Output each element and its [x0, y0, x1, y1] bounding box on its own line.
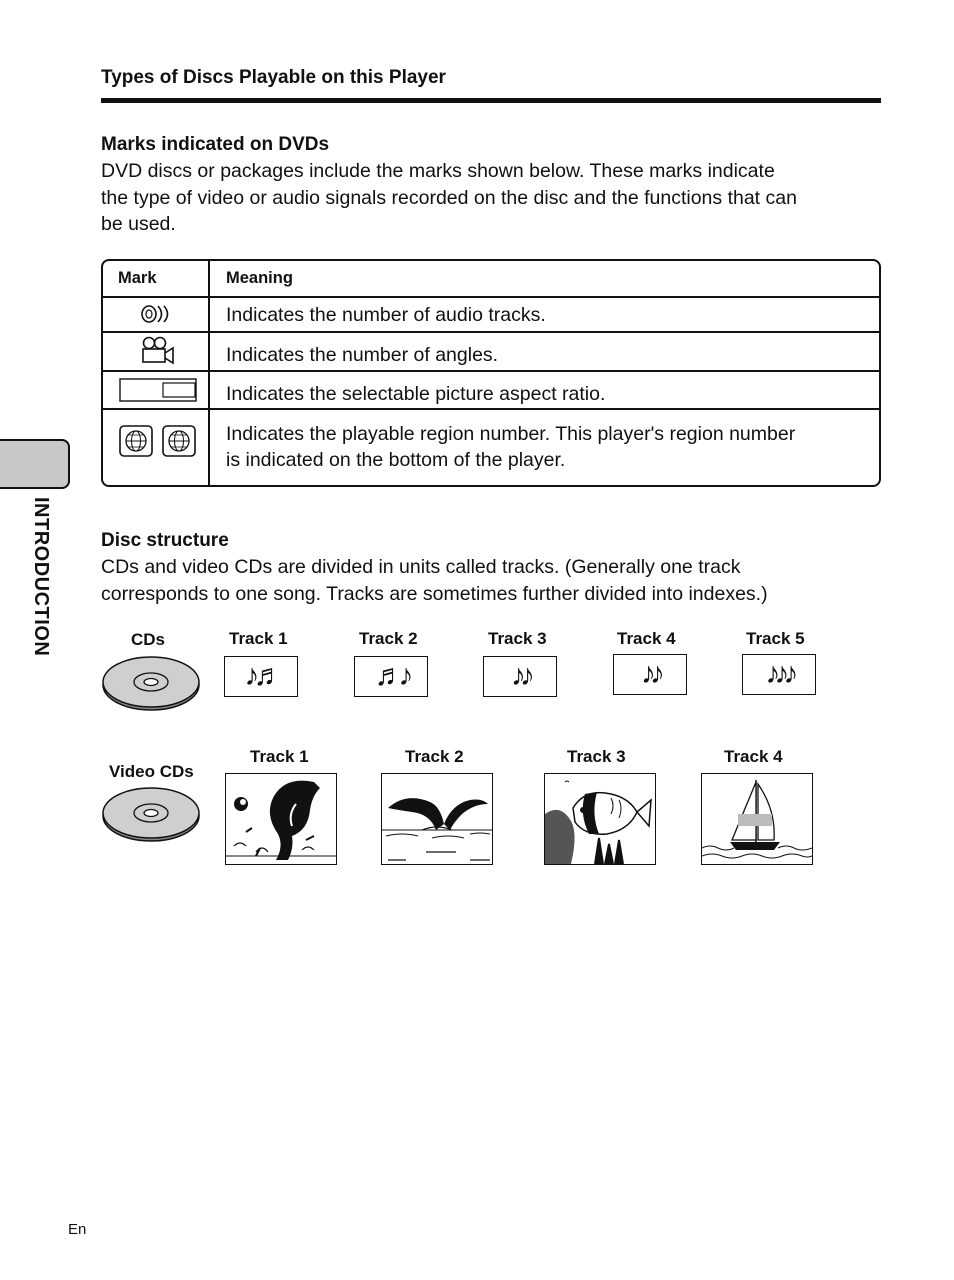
meaning-audio-tracks: Indicates the number of audio tracks.: [226, 304, 546, 326]
marks-intro: [101, 158, 891, 238]
meaning-angles: Indicates the number of angles.: [226, 344, 499, 366]
page-language: En: [68, 1221, 87, 1238]
fish-picture: [544, 773, 656, 865]
meaning-aspect-ratio: Indicates the selectable picture aspect ratio.: [226, 383, 606, 405]
side-tab: [0, 439, 70, 489]
music-notes-icon: ♪♪♪: [765, 657, 793, 690]
cd-track-box: [483, 656, 557, 697]
video-track-label: Track 3: [567, 747, 626, 766]
disc-structure-heading: Disc structure: [101, 530, 229, 551]
video-track-label: Track 2: [405, 747, 464, 766]
table-divider: [103, 331, 879, 333]
meaning-region-line: Indicates the playable region number. This player's region number: [226, 423, 796, 445]
music-notes-icon: ♬♪: [374, 659, 408, 692]
whale-tail-picture: [381, 773, 493, 865]
table-divider: [103, 370, 879, 372]
cd-track-label: Track 3: [488, 629, 547, 648]
marks-table: [101, 259, 881, 487]
cd-track-box: [613, 654, 687, 695]
disc-structure-intro: [101, 554, 891, 607]
meaning-region: [226, 421, 795, 473]
cd-disc-icon: [101, 655, 201, 716]
video-track-label: Track 1: [250, 747, 309, 766]
video-cd-disc-icon: [101, 786, 201, 847]
cd-track-label: Track 5: [746, 629, 805, 648]
sailboat-picture: [701, 773, 813, 865]
music-notes-icon: ♪♪: [511, 659, 529, 692]
marks-intro-line: DVD discs or packages include the marks shown below. These marks indicate: [101, 160, 775, 182]
title-rule: [101, 98, 881, 103]
cd-track-label: Track 1: [229, 629, 288, 648]
disc-structure-intro-line: corresponds to one song. Tracks are sometimes further divided into indexes.): [101, 582, 768, 605]
cd-track-box: [742, 654, 816, 695]
region-globe-icon: [119, 424, 197, 463]
cd-track-label: Track 4: [617, 629, 676, 648]
aspect-ratio-icon: [119, 378, 197, 407]
column-header-meaning: Meaning: [226, 269, 293, 287]
disc-structure-intro-line: CDs and video CDs are divided in units called tracks. (Generally one track: [101, 556, 741, 578]
cd-track-box: [224, 656, 298, 697]
table-divider: [103, 296, 879, 298]
side-tab-label: INTRODUCTION: [30, 497, 52, 657]
music-notes-icon: ♪♪: [641, 657, 659, 690]
table-divider: [208, 261, 210, 485]
section-title: Types of Discs Playable on this Player: [101, 67, 446, 88]
marks-heading: Marks indicated on DVDs: [101, 134, 330, 155]
dolphin-picture: [225, 773, 337, 865]
audio-tracks-icon: [141, 304, 175, 329]
video-track-label: Track 4: [724, 747, 783, 766]
music-notes-icon: ♪♬: [244, 659, 278, 692]
column-header-mark: Mark: [118, 269, 157, 287]
cd-track-box: [354, 656, 428, 697]
table-divider: [103, 408, 879, 410]
cds-label: CDs: [131, 630, 166, 649]
cd-track-label: Track 2: [359, 629, 418, 648]
camera-angle-icon: [140, 335, 176, 370]
marks-intro-line: the type of video or audio signals recorded on the disc and the functions that can: [101, 186, 797, 209]
video-cds-label: Video CDs: [109, 762, 194, 781]
meaning-region-line: is indicated on the bottom of the player.: [226, 449, 566, 471]
marks-intro-line: be used.: [101, 213, 176, 235]
